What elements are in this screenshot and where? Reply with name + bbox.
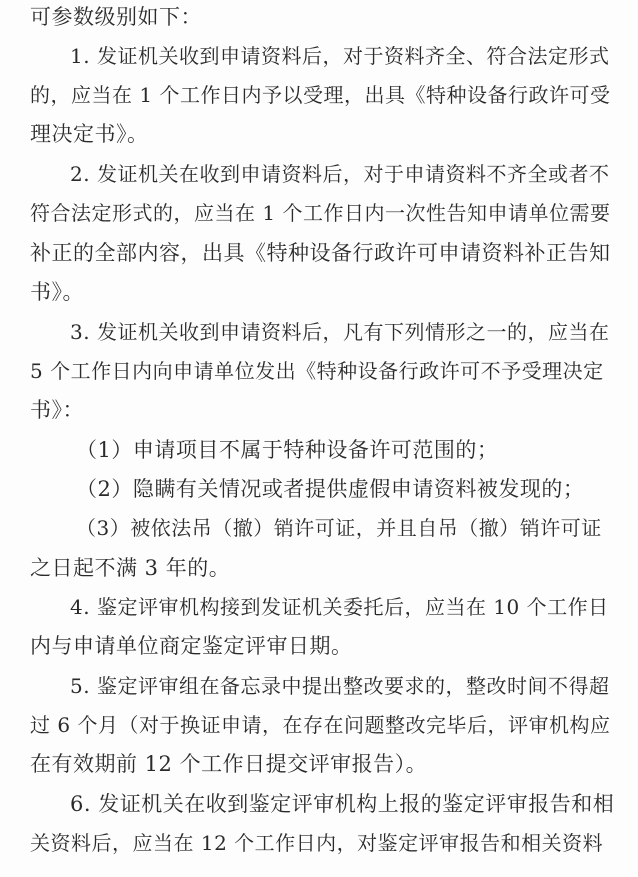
text-line: 书》：: [30, 398, 84, 422]
item-6-line: 6. 发证机关在收到鉴定评审机构上报的鉴定评审报告和相: [70, 792, 615, 816]
item-3-line: 3. 发证机关收到申请资料后，凡有下列情形之一的，应当在: [70, 320, 610, 344]
text-line: 之日起不满 3 年的。: [30, 556, 231, 580]
text-line: 过 6 个月（对于换证申请，在存在问题整改完毕后，评审机构应: [30, 713, 611, 737]
item-2-line: 2. 发证机关在收到申请资料后，对于申请资料不齐全或者不: [70, 162, 610, 186]
sub-item-1-line: （1）申请项目不属于特种设备许可范围的；: [76, 438, 499, 462]
item-4-line: 4. 鉴定评审机构接到发证机关委托后，应当在 10 个工作日: [70, 595, 609, 619]
text-line: 关资料后，应当在 12 个工作日内，对鉴定评审报告和相关资料: [30, 831, 604, 855]
text-line: 内与申请单位商定鉴定评审日期。: [30, 634, 353, 658]
text-line: 的，应当在 1 个工作日内予以受理，出具《特种设备行政许可受: [30, 83, 611, 107]
sub-item-2-line: （2）隐瞒有关情况或者提供虚假申请资料被发现的；: [76, 477, 585, 501]
sub-item-3-line: （3）被依法吊（撤）销许可证，并且自吊（撤）销许可证: [76, 516, 602, 540]
text-line: 补正的全部内容，出具《特种设备行政许可申请资料补正告知: [30, 241, 611, 265]
item-1-line: 1. 发证机关收到申请资料后，对于资料齐全、符合法定形式: [70, 44, 610, 68]
text-line: 在有效期前 12 个工作日提交评审报告）。: [30, 752, 428, 776]
text-line: 5 个工作日内向申请单位发出《特种设备行政许可不予受理决定: [30, 359, 604, 383]
item-5-line: 5. 鉴定评审组在备忘录中提出整改要求的，整改时间不得超: [70, 674, 610, 698]
text-line: 符合法定形式的，应当在 1 个工作日内一次性告知申请单位需要: [30, 201, 611, 225]
text-line: 可参数级别如下：: [30, 5, 202, 29]
text-line: 书》。: [30, 280, 84, 304]
text-line: 理决定书》。: [30, 122, 149, 146]
